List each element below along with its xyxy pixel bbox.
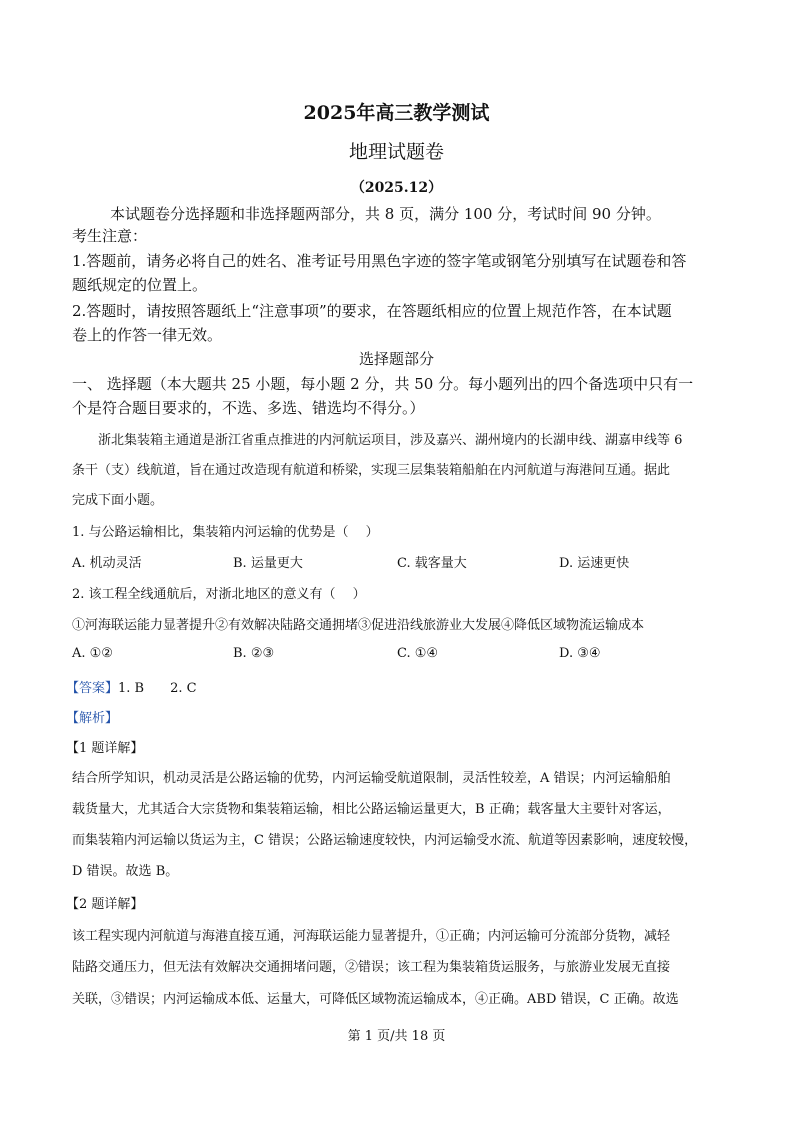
question-2-option-b: B. ②③ [233, 646, 275, 661]
question-1-option-c: C. 载客量大 [397, 556, 467, 571]
answer-tag: 【答案】 [66, 681, 119, 696]
passage-line-2: 条干（支）线航道，旨在通过改造现有航道和桥梁，实现三层集装箱船舶在内河航道与海港间互通。据此 [72, 463, 671, 478]
detail-2-line-2: 陆路交通压力，但无法有效解决交通拥堵问题，②错误；该工程为集装箱货运服务，与旅游业发展无直接 [72, 960, 671, 975]
section-instruction-line-1: 一、 选择题（本大题共 25 小题，每小题 2 分，共 50 分。每小题列出的四个备选项中只有一 [72, 375, 694, 393]
notice-title: 考生注意： [72, 227, 148, 245]
question-1-option-b: B. 运量更大 [233, 556, 303, 571]
question-1-option-a: A. 机动灵活 [72, 556, 142, 571]
detail-1-line-2: 载货量大，尤其适合大宗货物和集装箱运输，相比公路运输运量更大，B 正确；载客量大主要针对客运， [72, 802, 671, 817]
detail-1-line-1: 结合所学知识，机动灵活是公路运输的优势，内河运输受航道限制，灵活性较差，A 错误；内河运输船舶 [72, 771, 671, 786]
detail-1-line-3: 而集装箱内河运输以货运为主，C 错误；公路运输速度较快，内河运输受水流、航道等因素影响，速度较慢， [72, 833, 698, 848]
question-2-option-d: D. ③④ [559, 646, 601, 661]
detail-2-line-1: 该工程实现内河航道与海港直接互通，河海联运能力显著提升，①正确；内河运输可分流部分货物，减轻 [72, 929, 671, 944]
question-2-items: ①河海联运能力显著提升②有效解决陆路交通拥堵③促进沿线旅游业大发展④降低区域物流运输成本 [72, 618, 645, 633]
notice-2-line-2: 卷上的作答一律无效。 [72, 326, 223, 344]
passage-line-3: 完成下面小题。 [72, 493, 164, 508]
question-2-stem: 2. 该工程全线通航后，对浙北地区的意义有（ ） [72, 587, 366, 602]
detail-2-title: 【2 题详解】 [66, 897, 144, 912]
question-2-option-c: C. ①④ [397, 646, 439, 661]
section-title: 选择题部分 [358, 350, 434, 368]
notice-2-line-1: 2.答题时，请按照答题纸上“注意事项”的要求，在答题纸相应的位置上规范作答，在本试题 [72, 302, 672, 320]
section-instruction-line-2: 个是符合题目要求的，不选、多选、错选均不得分。） [72, 399, 425, 417]
page-footer: 第 1 页/共 18 页 [347, 1029, 446, 1044]
detail-1-title: 【1 题详解】 [66, 741, 144, 756]
detail-2-line-3: 关联，③错误；内河运输成本低、运量大，可降低区域物流运输成本，④正确。ABD 错误，C 正确。故选 [72, 992, 679, 1007]
subject-title: 地理试题卷 [348, 141, 444, 163]
notice-1-line-1: 1.答题前，请务必将自己的姓名、准考证号用黑色字迹的签字笔或钢笔分别填写在试题卷和答 [72, 252, 687, 270]
answer-text: 1. B 2. C [118, 681, 197, 696]
answer-line [66, 677, 197, 696]
notice-1-line-2: 题纸规定的位置上。 [72, 276, 208, 294]
exam-title: 2025年高三教学测试 [303, 102, 490, 124]
exam-date: （2025.12） [350, 180, 443, 196]
question-1-stem: 1. 与公路运输相比，集装箱内河运输的优势是（ ） [72, 525, 379, 540]
question-2-option-a: A. ①② [72, 646, 113, 661]
intro-line: 本试题卷分选择题和非选择题两部分，共 8 页，满分 100 分，考试时间 90 分钟。 [110, 205, 661, 223]
passage-line-1: 浙北集装箱主通道是浙江省重点推进的内河航运项目，涉及嘉兴、湖州境内的长湖申线、湖嘉申线等 6 [98, 433, 683, 448]
detail-1-line-4: D 错误。故选 B。 [72, 864, 179, 879]
question-1-option-d: D. 运速更快 [559, 556, 630, 571]
analysis-tag: 【解析】 [66, 711, 119, 726]
